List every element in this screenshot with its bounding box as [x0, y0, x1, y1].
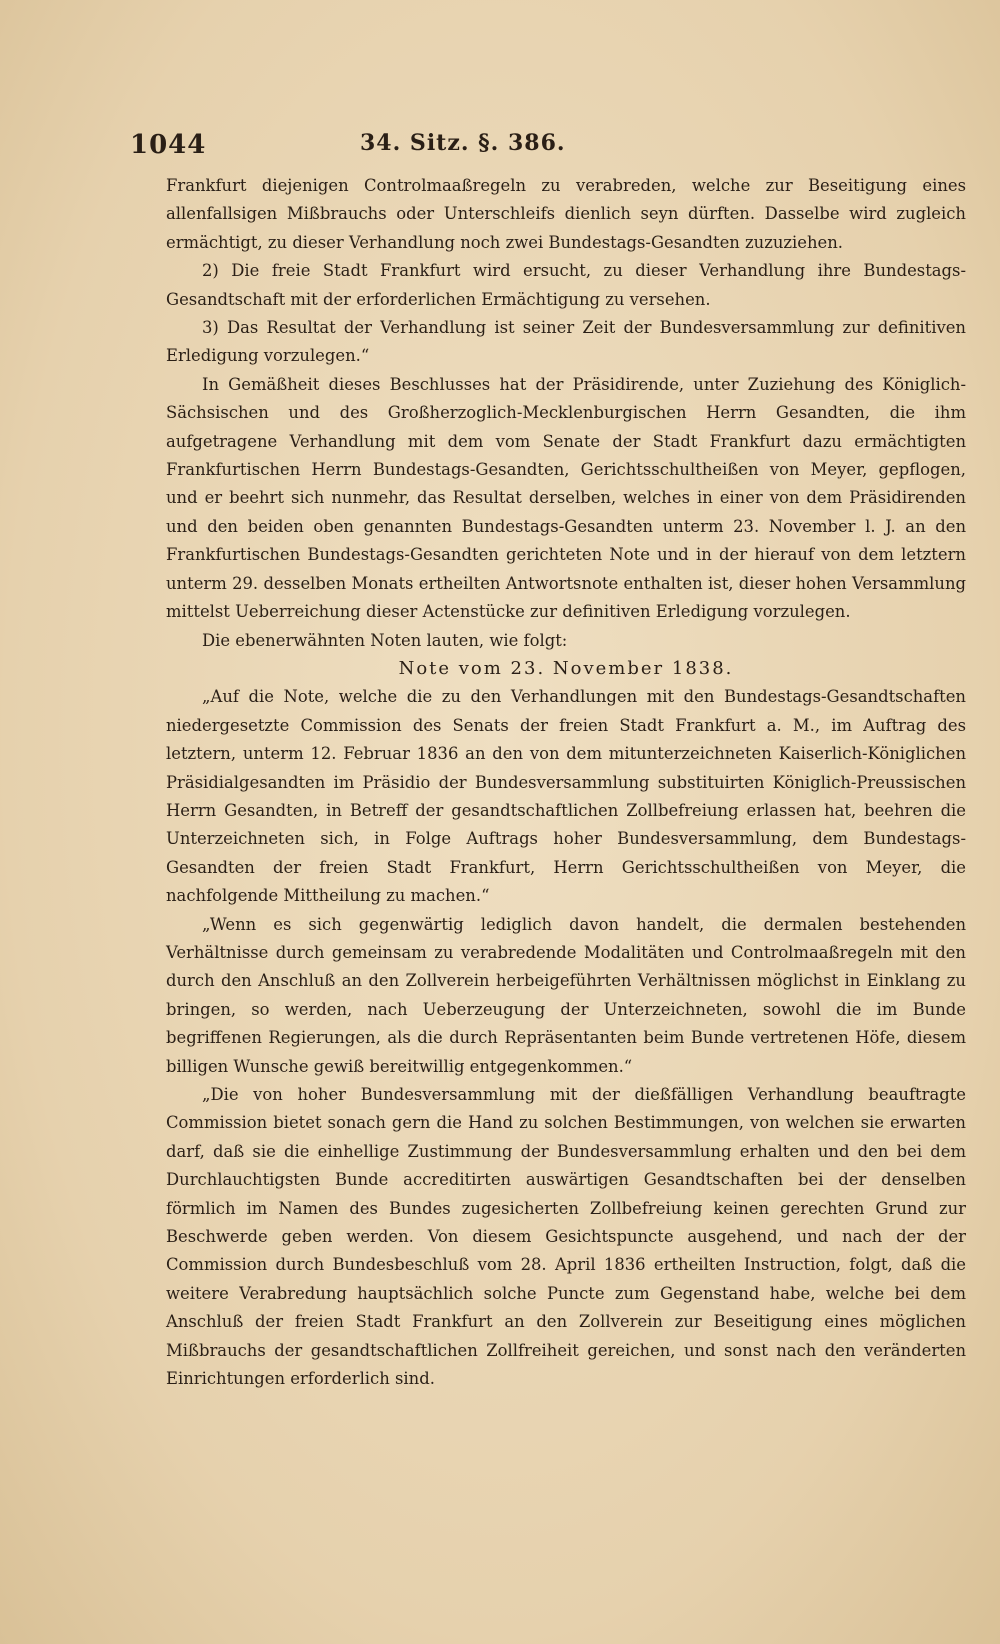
paragraph-note-1: „Auf die Note, welche die zu den Verhandlungen mit den Bundestags-Gesandtschaften niedergesetzte Commission des Senats der freien Stadt Frankfurt a. M., im Auftrag des letztern, unterm 12. Februar 1836 an den von dem mitunterzeichneten Kaiserlich-Königlichen Präsidialgesandten im Präsidio der Bundesversammlung substituirten Königlich-Preussischen Herrn Gesandten, in Betreff der gesandtschaftlichen Zollbefreiung erlassen hat, beehren die Unterzeichneten sich, in Folge Auftrags hoher Bundesversammlung, dem Bundestags-Gesandten der freien Stadt Frankfurt, Herrn Gerichtsschultheißen von Meyer, die nachfolgende Mittheilung zu machen.“ — [166, 687, 966, 906]
paragraph-report: In Gemäßheit dieses Beschlusses hat der Präsidirende, unter Zuziehung des Königlich-Sächsischen und des Großherzoglich-Mecklenburgischen Herrn Gesandten, die ihm aufgetragene Verhandlung mit dem vom Senate der Stadt Frankfurt dazu ermächtigten Frankfurtischen Herrn Bundestags-Gesandten, Gerichtsschultheißen von Meyer, gepflogen, und er beehrt sich nunmehr, das Resultat derselben, welches in einer von dem Präsidirenden und den beiden oben genannten Bundestags-Gesandten unterm 23. November l. J. an den Frankfurtischen Bundestags-Gesandten gerichteten Note und in der hierauf von dem letztern unterm 29. desselben Monats ertheilten Antwortsnote enthalten ist, dieser hohen Versammlung mittelst Ueberreichung dieser Actenstücke zur definitiven Erledigung vorzulegen. — [166, 374, 966, 622]
note-heading: Note vom 23. November 1838. — [398, 657, 734, 679]
paragraph-item-3: 3) Das Resultat der Verhandlung ist seiner Zeit der Bundesversammlung zur definitiven Erledigung vorzulegen.“ — [166, 318, 966, 366]
paragraph-item-2: 2) Die freie Stadt Frankfurt wird ersucht, zu dieser Verhandlung ihre Bundestags-Gesandtschaft mit der erforderlichen Ermächtigung zu versehen. — [166, 261, 966, 309]
paragraph-continuation: Frankfurt diejenigen Controlmaaßregeln zu verabreden, welche zur Beseitigung eines allenfallsigen Mißbrauchs oder Unterschleifs dienlich seyn dürften. Dasselbe wird zugleich ermächtigt, zu dieser Verhandlung noch zwei Bundestags-Gesandten zuzuziehen. — [166, 176, 966, 252]
body-text — [166, 172, 966, 1393]
paragraph-note-2: „Wenn es sich gegenwärtig lediglich davon handelt, die dermalen bestehenden Verhältnisse durch gemeinsam zu verabredende Modalitäten und Controlmaaßregeln mit den durch den Anschluß an den Zollverein herbeigeführten Verhältnissen möglichst in Einklang zu bringen, so werden, nach Ueberzeugung der Unterzeichneten, sowohl die im Bunde begriffenen Regierungen, als die durch Repräsentanten beim Bunde vertretenen Höfe, diesem billigen Wunsche gewiß bereitwillig entgegenkommen.“ — [166, 914, 966, 1076]
running-head: 34. Sitz. §. 386. — [360, 130, 566, 156]
page-header — [130, 130, 950, 170]
page-number: 1044 — [130, 130, 207, 160]
paragraph-intro-notes: Die ebenerwähnten Noten lauten, wie folgt: — [202, 630, 568, 650]
paragraph-note-3: „Die von hoher Bundesversammlung mit der dießfälligen Verhandlung beauftragte Commission bietet sonach gern die Hand zu solchen Bestimmungen, von welchen sie erwarten darf, daß sie die einhellige Zustimmung der Bundesversammlung erhalten und den bei dem Durchlauchtigsten Bunde accreditirten auswärtigen Gesandtschaften bei der denselben förmlich im Namen des Bundes zugesicherten Zollbefreiung keinen gerechten Grund zur Beschwerde geben werden. Von diesem Gesichtspuncte ausgehend, und nach der der Commission durch Bundesbeschluß vom 28. April 1836 ertheilten Instruction, folgt, daß die weitere Verabredung hauptsächlich solche Puncte zum Gegenstand habe, welche bei dem Anschluß der freien Stadt Frankfurt an den Zollverein zur Beseitigung eines möglichen Mißbrauchs der gesandtschaftlichen Zollfreiheit gereichen, und sonst nach den veränderten Einrichtungen erforderlich sind. — [166, 1085, 966, 1389]
